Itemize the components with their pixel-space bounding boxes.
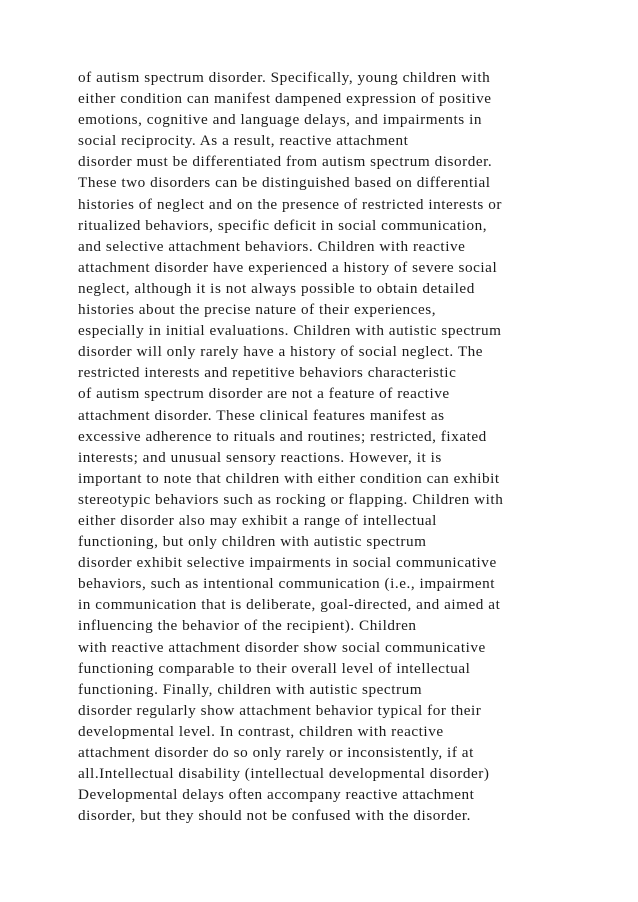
text-line: functioning comparable to their overall level of intellectual — [78, 659, 471, 677]
text-line: disorder must be differentiated from autism spectrum disorder. — [78, 153, 493, 171]
text-line: disorder exhibit selective impairments in social communicative — [78, 554, 497, 572]
text-line: functioning. Finally, children with autistic spectrum — [78, 680, 423, 698]
text-line: Developmental delays often accompany reactive attachment — [78, 786, 475, 804]
text-line: histories of neglect and on the presence of restricted interests or — [78, 195, 502, 213]
text-line: stereotypic behaviors such as rocking or flapping. Children with — [78, 490, 504, 508]
body-text — [78, 67, 578, 826]
text-line: and selective attachment behaviors. Children with reactive — [78, 237, 466, 255]
text-line: excessive adherence to rituals and routines; restricted, fixated — [78, 427, 487, 445]
text-line: functioning, but only children with autistic spectrum — [78, 533, 427, 551]
text-line: emotions, cognitive and language delays, and impairments in — [78, 111, 483, 129]
text-line: restricted interests and repetitive behaviors characteristic — [78, 364, 457, 382]
text-line: social reciprocity. As a result, reactive attachment — [78, 132, 409, 150]
text-line: influencing the behavior of the recipient). Children — [78, 617, 417, 635]
text-line: of autism spectrum disorder are not a feature of reactive — [78, 385, 450, 403]
text-line: ritualized behaviors, specific deficit in social communication, — [78, 216, 488, 234]
text-line: disorder regularly show attachment behavior typical for their — [78, 701, 482, 719]
text-line: histories about the precise nature of their experiences, — [78, 301, 437, 319]
text-line: with reactive attachment disorder show social communicative — [78, 638, 486, 656]
text-line: behaviors, such as intentional communication (i.e., impairment — [78, 575, 496, 593]
text-line: attachment disorder do so only rarely or inconsistently, if at — [78, 744, 474, 761]
text-line: important to note that children with either condition can exhibit — [78, 469, 500, 487]
text-line: all.Intellectual disability (intellectual developmental disorder) — [78, 765, 490, 783]
text-line: especially in initial evaluations. Children with autistic spectrum — [78, 322, 502, 340]
text-line: neglect, although it is not always possible to obtain detailed — [78, 279, 475, 297]
text-line: in communication that is deliberate, goal-directed, and aimed at — [78, 596, 501, 614]
text-line: interests; and unusual sensory reactions. However, it is — [78, 448, 442, 466]
text-line: developmental level. In contrast, children with reactive — [78, 722, 444, 740]
text-line: These two disorders can be distinguished based on differential — [78, 174, 491, 192]
text-line: disorder, but they should not be confused with the disorder. — [78, 807, 472, 825]
text-line: of autism spectrum disorder. Specifically, young children with — [78, 69, 491, 86]
text-line: either disorder also may exhibit a range of intellectual — [78, 511, 437, 529]
text-line: either condition can manifest dampened expression of positive — [78, 90, 492, 108]
text-line: attachment disorder have experienced a history of severe social — [78, 258, 498, 276]
text-line: attachment disorder. These clinical features manifest as — [78, 406, 445, 424]
text-line: disorder will only rarely have a history of social neglect. The — [78, 343, 484, 361]
